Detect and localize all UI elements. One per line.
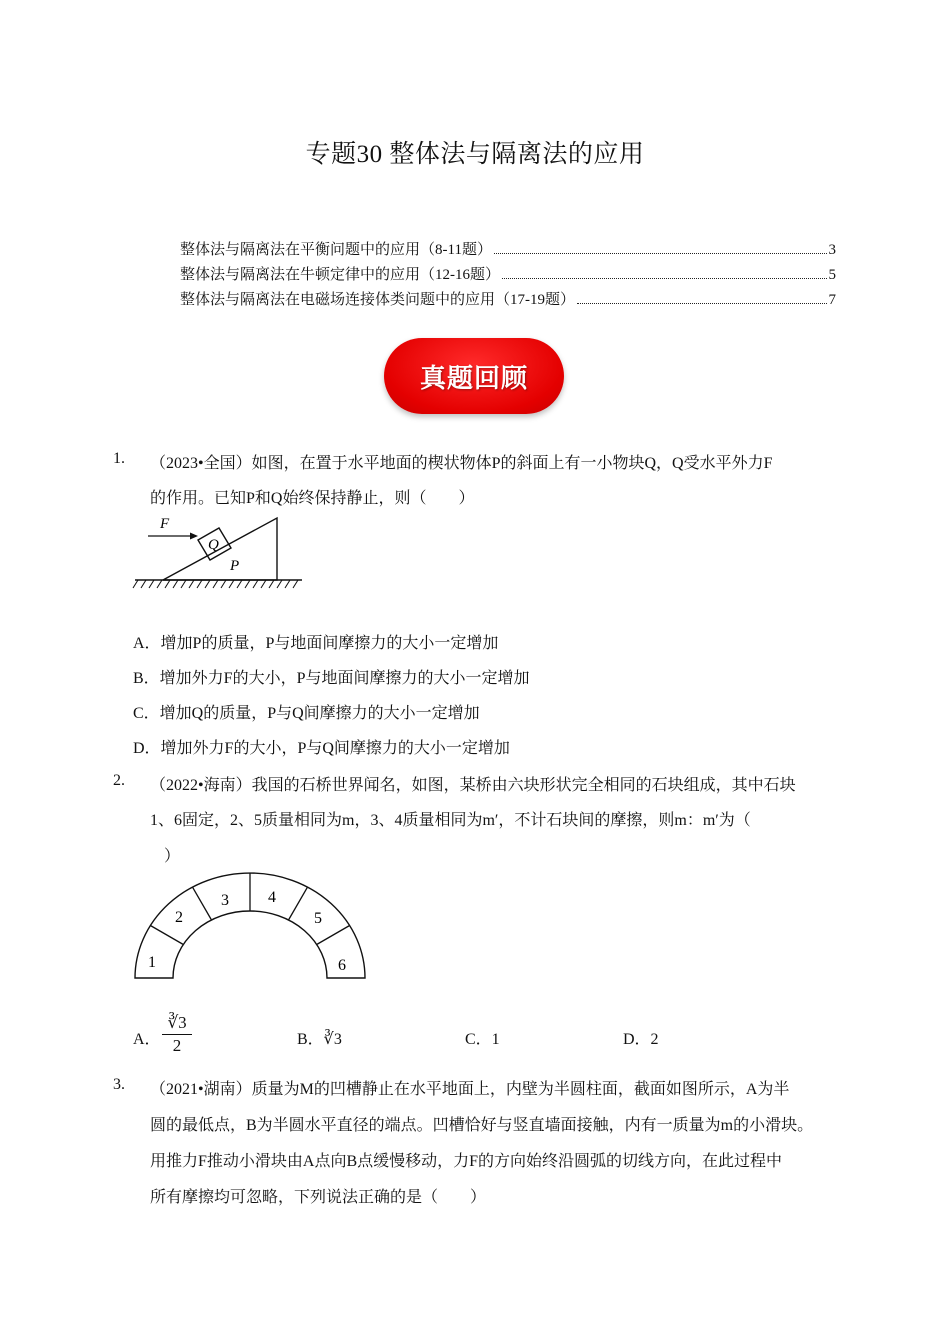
- toc-entry[interactable]: [180, 288, 836, 313]
- question-text: 所有摩擦均可忽略，下列说法正确的是（ ）: [150, 1189, 487, 1206]
- stone-label-4: 4: [268, 889, 276, 906]
- label-f: F: [160, 516, 170, 532]
- question-text: 1、6固定，2、5质量相同为m，3、4质量相同为m′，不计石块间的摩擦，则m：m′为（: [150, 812, 751, 829]
- answer-option-a-fraction[interactable]: [162, 1012, 192, 1057]
- section-banner-label: 真题回顾: [419, 363, 528, 394]
- fraction-numerator: ∛3: [162, 1012, 192, 1035]
- wedge-figure: [130, 510, 310, 595]
- answer-option-b[interactable]: B．增加外力F的大小，P与地面间摩擦力的大小一定增加: [133, 670, 530, 687]
- toc-entry-text: 整体法与隔离法在牛顿定律中的应用（12-16题）: [180, 267, 500, 283]
- question-text: 的作用。已知P和Q始终保持静止，则（ ）: [150, 490, 475, 507]
- question-number: 2.: [113, 772, 125, 789]
- question-text: ）: [164, 848, 181, 865]
- answer-option-d[interactable]: D．增加外力F的大小，P与Q间摩擦力的大小一定增加: [133, 740, 510, 757]
- toc-entry-text: 整体法与隔离法在平衡问题中的应用（8-11题）: [180, 242, 492, 258]
- stone-label-3: 3: [221, 892, 229, 909]
- answer-option-b[interactable]: B．∛3: [297, 1031, 342, 1048]
- toc-entry[interactable]: [180, 238, 836, 263]
- wedge-p: [163, 518, 277, 580]
- stone-label-2: 2: [175, 909, 183, 926]
- stone-label-5: 5: [314, 910, 322, 927]
- toc-leader-dots: [494, 253, 827, 254]
- label-q: Q: [208, 537, 219, 553]
- answer-option-a[interactable]: A．增加P的质量，P与地面间摩擦力的大小一定增加: [133, 635, 499, 652]
- section-banner: [384, 338, 564, 414]
- toc-page-number: 5: [828, 267, 836, 283]
- answer-option-c[interactable]: C．1: [465, 1031, 500, 1048]
- question-text: （2023•全国）如图，在置于水平地面的楔状物体P的斜面上有一小物块Q，Q受水平外力F: [150, 455, 773, 472]
- stone-arch-figure: [128, 868, 373, 983]
- answer-option-d[interactable]: D．2: [623, 1031, 659, 1048]
- answer-option-a-label[interactable]: A．: [133, 1031, 161, 1048]
- fraction-denominator: 2: [172, 1036, 182, 1055]
- question-text: （2022•海南）我国的石桥世界闻名，如图，某桥由六块形状完全相同的石块组成，其中石块: [150, 777, 796, 794]
- label-p: P: [230, 558, 240, 574]
- stone-label-6: 6: [338, 957, 346, 974]
- question-number: 3.: [113, 1076, 125, 1093]
- stone-label-1: 1: [148, 954, 156, 971]
- toc-page-number: 7: [828, 292, 836, 308]
- question-text: 圆的最低点，B为半圆水平直径的端点。凹槽恰好与竖直墙面接触，内有一质量为m的小滑块。: [150, 1117, 814, 1134]
- toc-page-number: 3: [828, 242, 836, 258]
- toc-leader-dots: [577, 303, 827, 304]
- question-number: 1.: [113, 450, 125, 467]
- question-text: 用推力F推动小滑块由A点向B点缓慢移动，力F的方向始终沿圆弧的切线方向，在此过程中: [150, 1153, 783, 1170]
- toc-entry-text: 整体法与隔离法在电磁场连接体类问题中的应用（17-19题）: [180, 292, 575, 308]
- table-of-contents: [180, 238, 836, 313]
- toc-entry[interactable]: [180, 263, 836, 288]
- toc-leader-dots: [502, 278, 827, 279]
- page-title: 专题30 整体法与隔离法的应用: [305, 141, 645, 168]
- question-text: （2021•湖南）质量为M的凹槽静止在水平地面上，内壁为半圆柱面，截面如图所示，A为半: [150, 1081, 790, 1098]
- answer-option-c[interactable]: C．增加Q的质量，P与Q间摩擦力的大小一定增加: [133, 705, 480, 722]
